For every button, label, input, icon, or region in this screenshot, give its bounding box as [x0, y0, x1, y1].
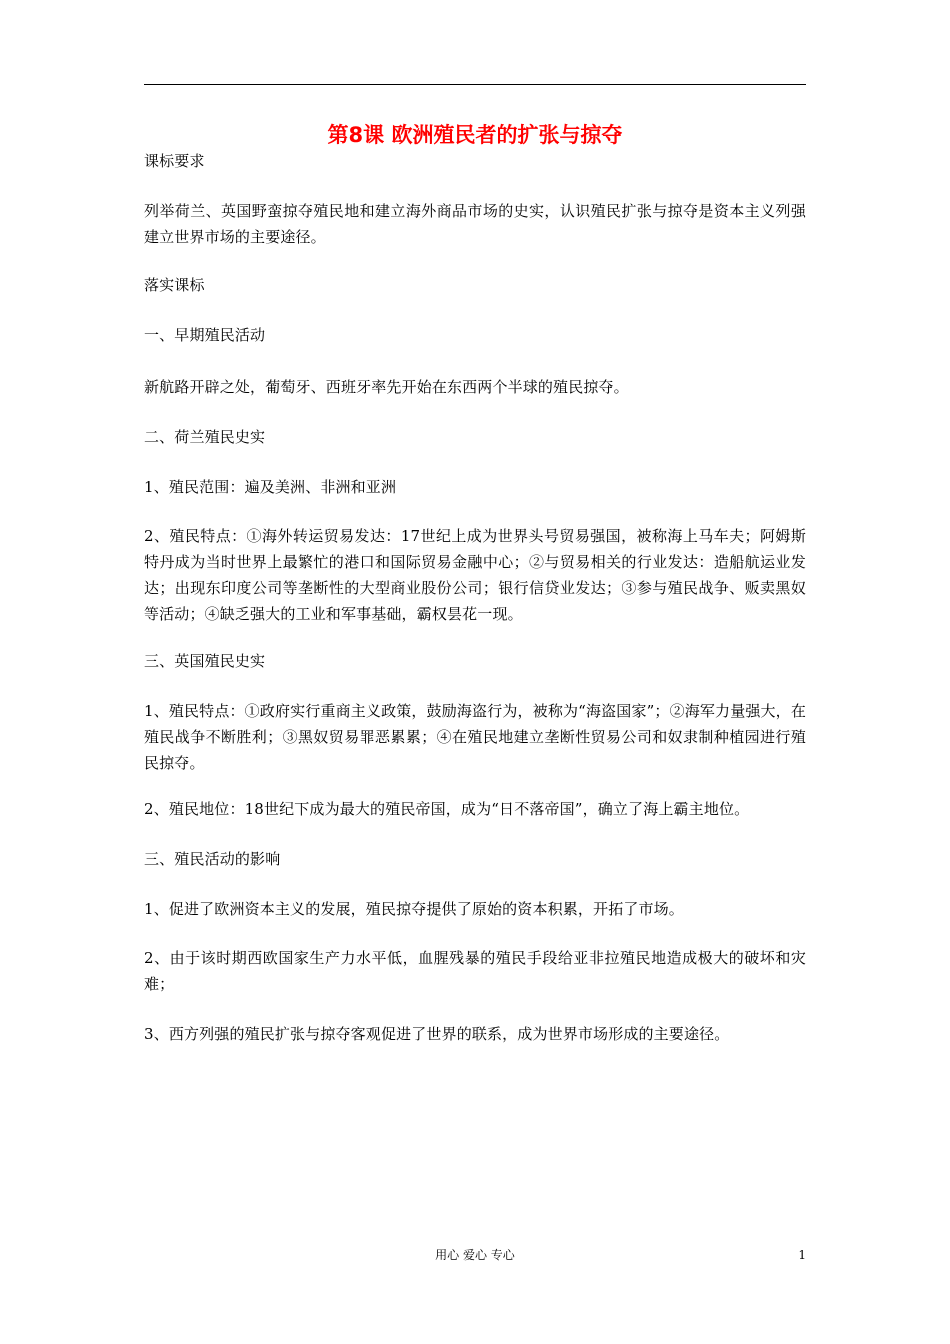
section-heading-early-colonial: 一、早期殖民活动: [144, 326, 266, 344]
section-heading-impact: 三、殖民活动的影响: [144, 850, 281, 868]
paragraph-dutch-scope: 1、殖民范围：遍及美洲、非洲和亚洲: [144, 478, 397, 496]
section-heading-dutch: 二、荷兰殖民史实: [144, 428, 266, 446]
section-heading-british: 三、英国殖民史实: [144, 652, 266, 670]
paragraph-british-features: 1、殖民特点：①政府实行重商主义政策，鼓励海盗行为，被称为“海盗国家”；②海军力量强大，在殖民战争不断胜利；③黑奴贸易罪恶累累；④在殖民地建立垄断性贸易公司和奴隶制种植园进行殖民掠夺。: [144, 702, 806, 772]
paragraph-curriculum-text: 列举荷兰、英国野蛮掠夺殖民地和建立海外商品市场的史实，认识殖民扩张与掠夺是资本主义列强建立世界市场的主要途径。: [144, 202, 806, 246]
paragraph-impact-3: 3、西方列强的殖民扩张与掠夺客观促进了世界的联系，成为世界市场形成的主要途径。: [144, 1025, 730, 1043]
paragraph-dutch-features: 2、殖民特点：①海外转运贸易发达：17世纪上成为世界头号贸易强国，被称海上马车夫；阿姆斯特丹成为当时世界上最繁忙的港口和国际贸易金融中心；②与贸易相关的行业发达：造船航运业发达；出现东印度公司等垄断性的大型商业股份公司；银行信贷业发达；③参与殖民战争、贩卖黑奴等活动；④缺乏强大的工业和军事基础，霸权昙花一现。: [144, 527, 806, 623]
page-number: 1: [798, 1248, 806, 1262]
paragraph-impact-2: 2、由于该时期西欧国家生产力水平低，血腥残暴的殖民手段给亚非拉殖民地造成极大的破坏和灾难；: [144, 949, 806, 993]
page-footer: 用心 爱心 专心: [435, 1248, 515, 1262]
header-rule: [144, 84, 806, 85]
paragraph-impact-1: 1、促进了欧洲资本主义的发展，殖民掠夺提供了原始的资本积累，开拓了市场。: [144, 900, 684, 918]
paragraph-early-colonial: 新航路开辟之处，葡萄牙、西班牙率先开始在东西两个半球的殖民掠夺。: [144, 378, 629, 396]
section-heading-implementation: 落实课标: [144, 276, 205, 294]
section-heading-curriculum-requirements: 课标要求: [144, 152, 205, 170]
document-title: 第8课 欧洲殖民者的扩张与掠夺: [327, 123, 623, 147]
paragraph-british-status: 2、殖民地位：18世纪下成为最大的殖民帝国，成为“日不落帝国”，确立了海上霸主地位。: [144, 800, 750, 818]
